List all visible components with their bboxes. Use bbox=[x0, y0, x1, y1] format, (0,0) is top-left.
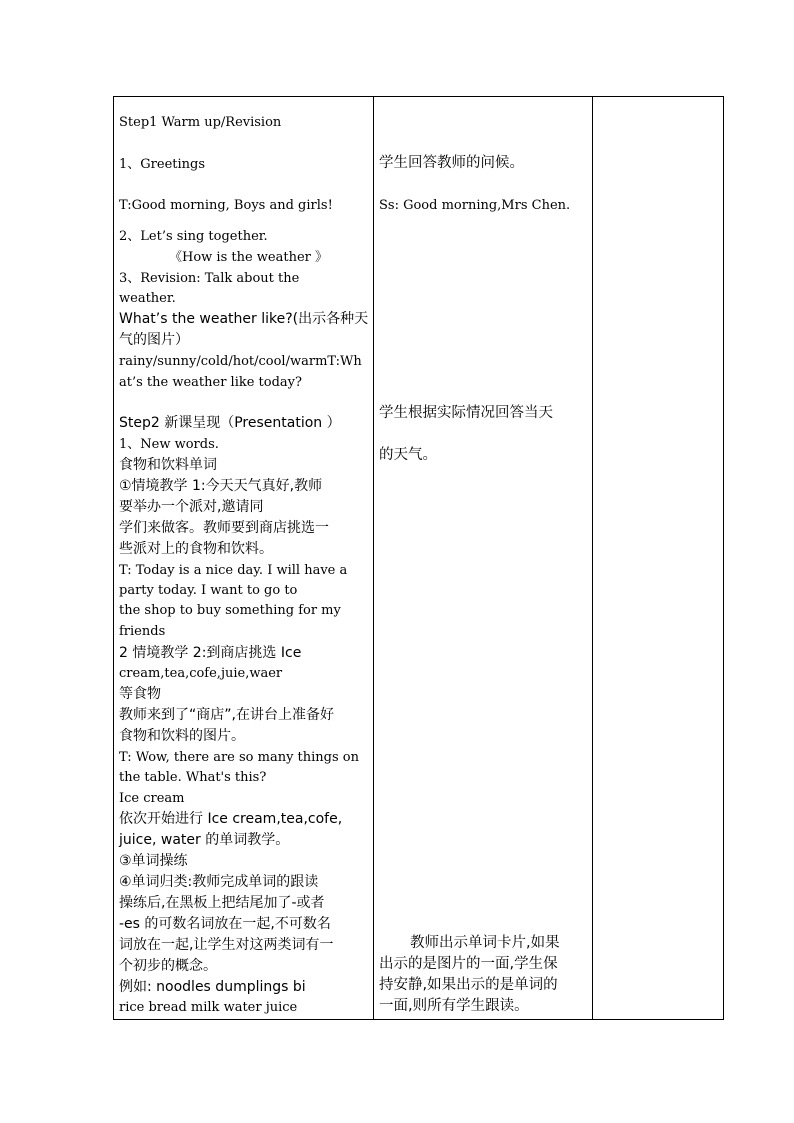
column-divider-2 bbox=[592, 97, 593, 1019]
text-line: weather. bbox=[119, 291, 176, 306]
text-line: rice bread milk water juice bbox=[119, 1000, 298, 1015]
text-line: 《How is the weather 》 bbox=[169, 250, 329, 265]
text-line: What’s the weather like?(出示各种天 bbox=[119, 311, 369, 327]
text-line: Ss: Good morning,Mrs Chen. bbox=[379, 198, 571, 213]
text-line: 的天气。 bbox=[379, 447, 437, 463]
text-line: 词放在一起,让学生对这两类词有一 bbox=[119, 937, 334, 953]
text-line: 3、Revision: Talk about the bbox=[119, 271, 300, 286]
text-line: 出示的是图片的一面,学生保 bbox=[379, 956, 558, 972]
teacher-activity-column bbox=[119, 97, 371, 1019]
text-line: 依次开始进行 Ice cream,tea,cofe, bbox=[119, 811, 343, 827]
text-line: T: Today is a nice day. I will have a bbox=[119, 563, 348, 578]
text-line: juice, water 的单词教学。 bbox=[119, 832, 290, 848]
text-line: 1、Greetings bbox=[119, 157, 206, 172]
text-line: 个初步的概念。 bbox=[119, 958, 217, 974]
text-line: ③单词操练 bbox=[119, 853, 188, 869]
text-line: 学生根据实际情况回答当天 bbox=[379, 405, 553, 421]
text-line: 食物和饮料的图片。 bbox=[119, 728, 245, 744]
student-activity-column bbox=[379, 97, 589, 1019]
text-line: 食物和饮料单词 bbox=[119, 457, 217, 473]
text-line: Ice cream bbox=[119, 791, 185, 806]
text-line: party today. I want to go to bbox=[119, 583, 298, 598]
text-line: Step1 Warm up/Revision bbox=[119, 115, 282, 130]
text-line: 一面,则所有学生跟读。 bbox=[379, 998, 529, 1014]
text-line: rainy/sunny/cold/hot/cool/warmT:Wh bbox=[119, 354, 362, 369]
text-line: -es 的可数名词放在一起,不可数名 bbox=[119, 916, 331, 932]
text-line: 例如: noodles dumplings bi bbox=[119, 979, 306, 995]
text-line: Step2 新课呈现（Presentation ） bbox=[119, 415, 341, 431]
text-line: ④单词归类:教师完成单词的跟读 bbox=[119, 874, 319, 890]
text-line: cream,tea,cofe,juie,waer bbox=[119, 666, 283, 681]
text-line: 气的图片） bbox=[119, 332, 189, 348]
text-line: 2 情境教学 2:到商店挑选 Ice bbox=[119, 645, 302, 661]
text-line: 教师出示单词卡片,如果 bbox=[410, 935, 560, 951]
text-line: 学们来做客。教师要到商店挑选一 bbox=[119, 520, 329, 536]
text-line: at’s the weather like today? bbox=[119, 375, 302, 390]
text-line: 要举办一个派对,邀请同 bbox=[119, 499, 264, 515]
text-line: T: Wow, there are so many things on bbox=[119, 750, 360, 765]
text-line: 等食物 bbox=[119, 686, 161, 702]
text-line: 2、Let’s sing together. bbox=[119, 229, 268, 244]
text-line: T:Good morning, Boys and girls! bbox=[119, 198, 333, 213]
notes-column bbox=[594, 97, 724, 1019]
text-line: friends bbox=[119, 624, 166, 639]
text-line: 操练后,在黑板上把结尾加了-或者 bbox=[119, 895, 325, 911]
text-line: ①情境教学 1:今天天气真好,教师 bbox=[119, 478, 323, 494]
text-line: 学生回答教师的问候。 bbox=[379, 155, 524, 171]
text-line: the table. What's this? bbox=[119, 770, 267, 785]
column-divider-1 bbox=[373, 97, 374, 1019]
text-line: 教师来到了“商店”,在讲台上准备好 bbox=[119, 707, 334, 723]
text-line: 1、New words. bbox=[119, 437, 219, 452]
text-line: 些派对上的食物和饮料。 bbox=[119, 541, 273, 557]
text-line: 持安静,如果出示的是单词的 bbox=[379, 977, 558, 993]
lesson-table bbox=[113, 96, 724, 1020]
text-line: the shop to buy something for my bbox=[119, 603, 341, 618]
